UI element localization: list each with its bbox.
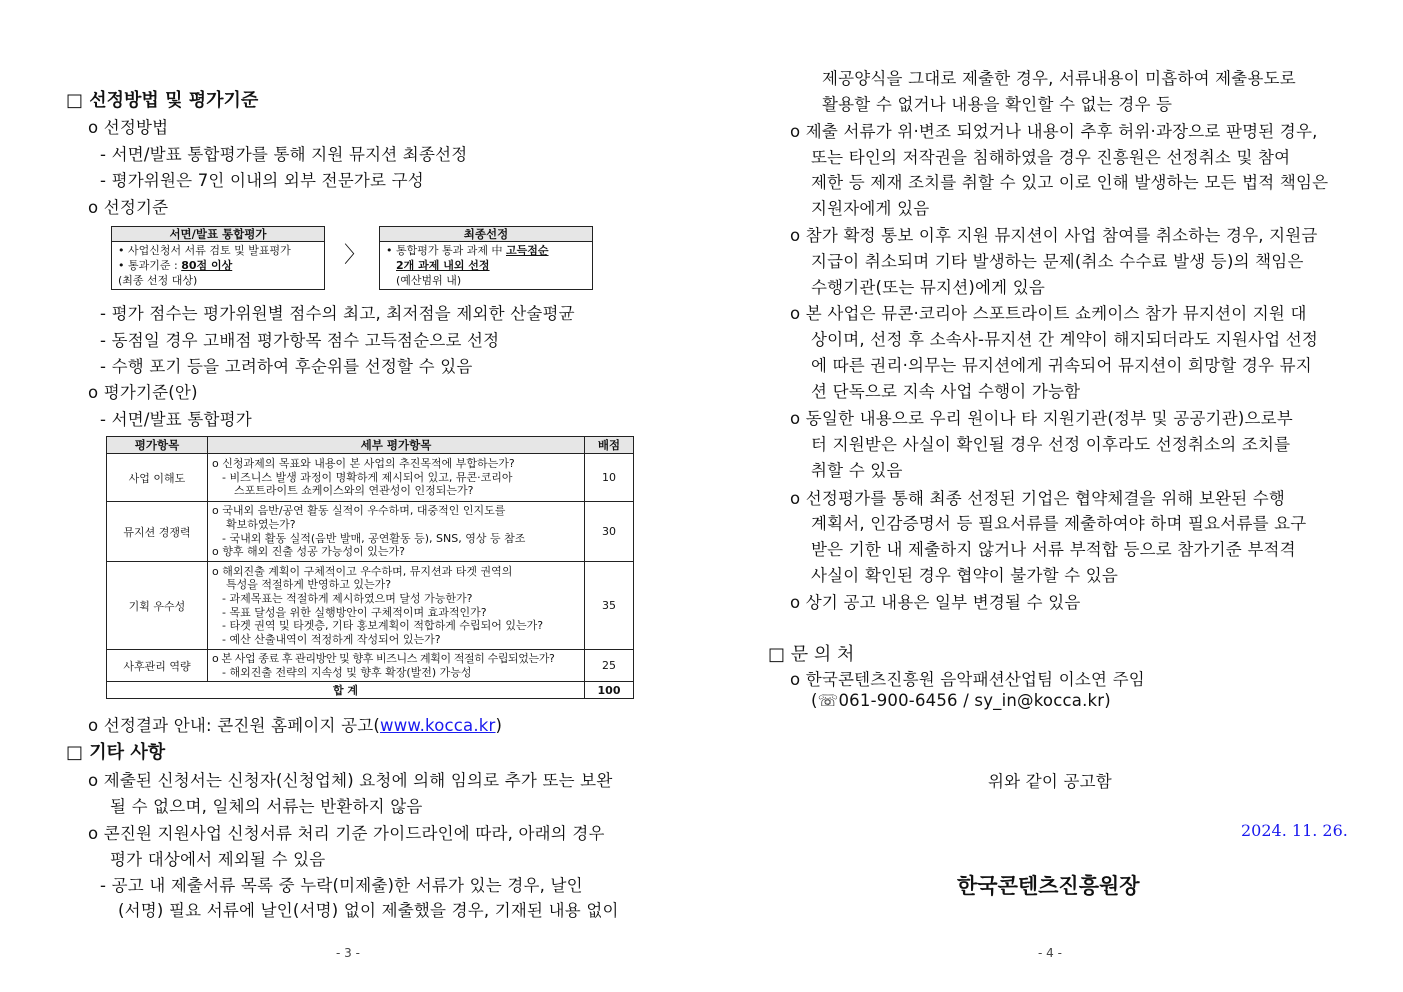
eval-score: 30 (585, 502, 634, 562)
eval-detail: o 해외진출 계획이 구체적이고 우수하며, 뮤지션과 타겟 권역의 (212, 564, 513, 578)
contact-line: o 한국콘텐츠진흥원 음악패션산업팀 이소연 주임 (790, 670, 1145, 689)
table-row (107, 562, 634, 650)
eval-detail: - 해외진출 전략의 지속성 및 향후 확장(발전) 가능성 (222, 665, 472, 679)
right-line: 수행기관(또는 뮤지션)에게 있음 (811, 278, 1045, 297)
flow-box-line: • 통과기준 : (118, 259, 182, 272)
right-line: o 제출 서류가 위·변조 되었거나 내용이 추후 허위·과장으로 판명된 경우, (790, 122, 1318, 141)
criteria-item-1: - 평가 점수는 평가위원별 점수의 최고, 최저점을 제외한 산술평균 (100, 304, 575, 323)
right-line: 받은 기한 내 제출하지 않거나 서류 부적합 등으로 참가기준 부적격 (811, 540, 1296, 559)
section-heading-etc: □ 기타 사항 (66, 742, 166, 763)
flow-box-line: • 사업신청서 서류 검토 및 발표평가 (118, 244, 291, 257)
criteria-title: o 선정기준 (88, 198, 169, 217)
etc-line: 평가 대상에서 제외될 수 있음 (110, 850, 326, 869)
eval-detail: o 향후 해외 진출 성공 가능성이 있는가? (212, 545, 405, 559)
criteria-item-2: - 동점일 경우 고배점 평가항목 점수 고득점순으로 선정 (100, 331, 500, 350)
right-line: 활용할 수 없거나 내용을 확인할 수 없는 경우 등 (822, 95, 1173, 114)
criteria-item-3: - 수행 포기 등을 고려하여 후순위를 선정할 수 있음 (100, 357, 473, 376)
right-line: o 참가 확정 통보 이후 지원 뮤지션이 사업 참여를 취소하는 경우, 지원금 (790, 226, 1318, 245)
flow-box-title: 서면/발표 통합평가 (112, 227, 324, 242)
etc-line: (서명) 필요 서류에 날인(서명) 없이 제출했을 경우, 기재된 내용 없이 (118, 901, 619, 920)
flow-box-line: • 통합평가 통과 과제 中 (386, 244, 506, 257)
pass-score-emphasis: 80점 이상 (181, 259, 233, 272)
right-line: o 선정평가를 통해 최종 선정된 기업은 협약체결을 위해 보완된 수행 (790, 489, 1286, 508)
flow-box-integrated-evaluation (111, 226, 325, 290)
method-item-1: - 서면/발표 통합평가를 통해 지원 뮤지션 최종선정 (100, 145, 468, 164)
eval-detail: - 목표 달성을 위한 실행방안이 구체적이며 효과적인가? (222, 605, 487, 619)
right-line: 터 지원받은 사실이 확인될 경우 선정 이후라도 선정취소의 조치를 (811, 435, 1291, 454)
high-score-emphasis: 고득점순 (505, 244, 549, 257)
eval-detail: - 비즈니스 발생 과정이 명확하게 제시되어 있고, 뮤콘·코리아 (222, 470, 513, 484)
eval-item: 뮤지션 경쟁력 (107, 502, 208, 562)
eval-score: 10 (585, 454, 634, 502)
right-line: 제한 등 제재 조치를 취할 수 있고 이로 인해 발생하는 모든 법적 책임은 (811, 173, 1329, 192)
page-number-right: - 4 - (1038, 946, 1062, 960)
kocca-website-link[interactable]: www.kocca.kr (380, 716, 496, 735)
table-total-row (107, 682, 634, 699)
selection-count-emphasis: 2개 과제 내외 선정 (396, 259, 490, 272)
contact-heading: □ 문 의 처 (768, 644, 855, 665)
eval-item: 사업 이해도 (107, 454, 208, 502)
result-notice-text: o 선정결과 안내: 콘진원 홈페이지 공고( (88, 716, 381, 735)
result-notice-suffix: ) (495, 716, 503, 735)
right-line: 또는 타인의 저작권을 침해하였을 경우 진흥원은 선정취소 및 참여 (811, 148, 1291, 167)
table-row (107, 454, 634, 502)
column-header: 세부 평가항목 (208, 437, 585, 454)
column-header: 배점 (585, 437, 634, 454)
eval-detail: o 신청과제의 목표와 내용이 본 사업의 추진목적에 부합하는가? (212, 457, 515, 471)
eval-item: 기획 우수성 (107, 562, 208, 650)
announcement-date: 2024. 11. 26. (1241, 821, 1348, 840)
right-line: 지원자에게 있음 (811, 199, 930, 218)
right-line: 취할 수 있음 (811, 461, 903, 480)
flow-arrow-icon: 〉 (344, 243, 367, 268)
result-notice (88, 712, 502, 736)
eval-detail: - 타겟 권역 및 타겟층, 기타 홍보계획이 적합하게 수립되어 있는가? (222, 619, 544, 633)
eval-score: 25 (585, 650, 634, 682)
eval-item: 사후관리 역량 (107, 650, 208, 682)
eval-detail: 특성을 적절하게 반영하고 있는가? (226, 578, 392, 592)
section-heading-selection: □ 선정방법 및 평가기준 (66, 90, 259, 111)
eval-detail: 스포트라이트 쇼케이스와의 연관성이 인정되는가? (234, 484, 474, 498)
table-header-row (107, 437, 634, 454)
eval-detail: 확보하였는가? (226, 517, 296, 531)
right-line: 계획서, 인감증명서 등 필요서류를 제출하여야 하며 필요서류를 요구 (811, 514, 1307, 533)
eval-detail: o 본 사업 종료 후 관리방안 및 향후 비즈니스 계획이 적절히 수립되었는가? (212, 651, 555, 665)
contact-line: (☏061-900-6456 / sy_in@kocca.kr) (811, 691, 1111, 710)
organization-name: 한국콘텐츠진흥원장 (957, 874, 1140, 898)
right-line: 지급이 취소되며 기타 발생하는 문제(취소 수수료 발생 등)의 책임은 (811, 252, 1304, 271)
notice-text: 위와 같이 공고함 (988, 772, 1112, 791)
right-line: o 동일한 내용으로 우리 원이나 타 지원기관(정부 및 공공기관)으로부 (790, 409, 1293, 428)
table-row (107, 502, 634, 562)
total-score: 100 (585, 682, 634, 699)
etc-line: 될 수 없으며, 일체의 서류는 반환하지 않음 (110, 797, 423, 816)
eval-subtitle: - 서면/발표 통합평가 (100, 410, 252, 429)
page-number-left: - 3 - (336, 946, 360, 960)
right-line: o 본 사업은 뮤콘·코리아 스포트라이트 쇼케이스 참가 뮤지션이 지원 대 (790, 304, 1307, 323)
eval-score: 35 (585, 562, 634, 650)
etc-line: o 제출된 신청서는 신청자(신청업체) 요청에 의해 임의로 추가 또는 보완 (88, 771, 613, 790)
flow-box-final-selection (379, 226, 593, 290)
etc-line: o 콘진원 지원사업 신청서류 처리 기준 가이드라인에 따라, 아래의 경우 (88, 824, 605, 843)
method-item-2: - 평가위원은 7인 이내의 외부 전문가로 구성 (100, 171, 424, 190)
method-title: o 선정방법 (88, 118, 169, 137)
column-header: 평가항목 (107, 437, 208, 454)
flow-box-line: (예산범위 내) (396, 274, 462, 287)
eval-detail: o 국내외 음반/공연 활동 실적이 우수하며, 대중적인 인지도를 (212, 504, 506, 518)
evaluation-table (106, 436, 634, 699)
eval-detail: - 국내외 활동 실적(음반 발매, 공연활동 등), SNS, 영상 등 참조 (222, 531, 526, 545)
right-line: 션 단독으로 지속 사업 수행이 가능함 (811, 382, 1081, 401)
total-label: 합 계 (107, 682, 585, 699)
eval-detail: - 과제목표는 적절하게 제시하였으며 달성 가능한가? (222, 591, 473, 605)
right-line: o 상기 공고 내용은 일부 변경될 수 있음 (790, 593, 1081, 612)
right-line: 상이며, 선정 후 소속사-뮤지션 간 계약이 해지되더라도 지원사업 선정 (811, 330, 1319, 349)
right-line: 사실이 확인된 경우 협약이 불가할 수 있음 (811, 566, 1119, 585)
eval-detail: - 예산 산출내역이 적정하게 작성되어 있는가? (222, 632, 441, 646)
flow-box-line: (최종 선정 대상) (118, 274, 198, 287)
right-line: 제공양식을 그대로 제출한 경우, 서류내용이 미흡하여 제출용도로 (822, 69, 1296, 88)
etc-line: - 공고 내 제출서류 목록 중 누락(미제출)한 서류가 있는 경우, 날인 (100, 876, 583, 895)
right-line: 에 따른 권리·의무는 뮤지션에게 귀속되어 뮤지션이 희망할 경우 뮤지 (811, 356, 1312, 375)
flow-box-title: 최종선정 (380, 227, 592, 242)
table-row (107, 650, 634, 682)
eval-title: o 평가기준(안) (88, 383, 198, 402)
